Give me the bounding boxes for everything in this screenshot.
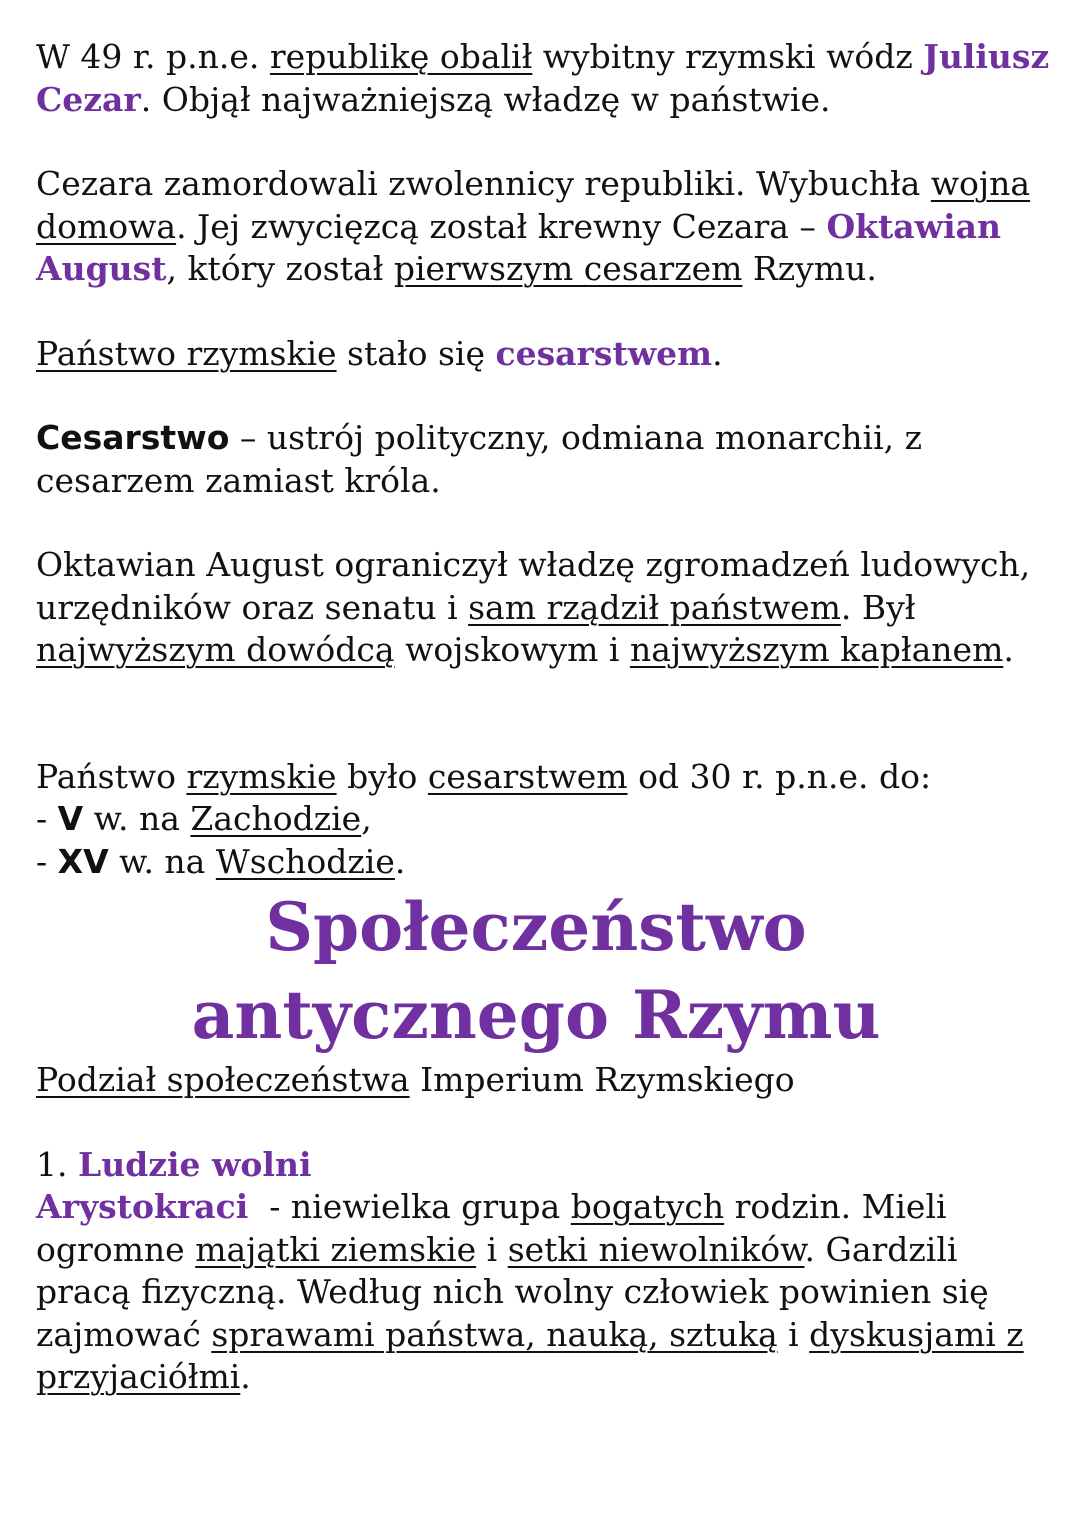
underlined-text: Podział społeczeństwa: [36, 1060, 410, 1099]
underlined-text: najwyższym kapłanem: [629, 630, 1004, 669]
underlined-text: dyskusjami z przyjaciółmi: [36, 1314, 1024, 1396]
paragraph-civil-war: Cezara zamordowali zwolennicy republiki. Wybuchła wojna domowa. Jej zwycięzcą został krewny Cezara – Oktawian August, który został pierwszym cesarzem Rzymu.: [36, 164, 1031, 288]
paragraph-octavian-power: Oktawian August ograniczył władzę zgromadzeń ludowych, urzędników oraz senatu i sam rządził państwem. Był najwyższym dowódcą wojskowym i najwyższym kapłanem.: [36, 545, 1031, 669]
paragraph-caesar: W 49 r. p.n.e. republikę obalił wybitny rzymski wódz Juliusz Cezar. Objął najważniejszą władzę w państwie.: [36, 37, 1050, 119]
highlight-term: Arystokraci: [36, 1187, 249, 1226]
document-page: [36, 36, 1056, 1399]
underlined-text: sam rządził państwem: [468, 587, 841, 627]
list-item-east: - XV w. na Wschodzie.: [36, 841, 406, 881]
highlight-name: Oktawian August: [36, 206, 1001, 288]
underlined-text: wojna domowa: [36, 164, 1031, 246]
definition-term: Cesarstwo: [36, 418, 230, 457]
underlined-text: najwyższym dowódcą: [36, 630, 395, 669]
highlight-heading: Ludzie wolni: [77, 1144, 312, 1184]
underlined-text: setki niewolników: [507, 1229, 805, 1269]
underlined-text: majątki ziemskie: [195, 1229, 477, 1269]
paragraph-empire-duration: Państwo rzymskie było cesarstwem od 30 r. p.n.e. do:: [36, 756, 932, 796]
list-item-west: - V w. na Zachodzie,: [36, 799, 372, 838]
paragraph-definition: Cesarstwo – ustrój polityczny, odmiana monarchii, z cesarzem zamiast króla.: [36, 418, 923, 500]
underlined-text: Wschodzie: [215, 841, 395, 881]
underlined-text: bogatych: [570, 1187, 725, 1226]
list-heading-free-people: 1. Ludzie wolni: [36, 1144, 312, 1184]
paragraph-society-division: Podział społeczeństwa Imperium Rzymskiego: [36, 1060, 795, 1099]
underlined-text: Państwo rzymskie: [36, 333, 337, 373]
underlined-text: Zachodzie: [190, 799, 362, 838]
highlight-term: cesarstwem: [495, 333, 713, 373]
underlined-text: pierwszym cesarzem: [393, 249, 743, 288]
underlined-text: cesarstwem: [427, 756, 628, 796]
underlined-text: rzymskie: [186, 756, 337, 796]
underlined-text: republikę obalił: [269, 37, 533, 76]
section-title: Społeczeństwo antycznego Rzymu: [191, 888, 881, 1054]
paragraph-empire: Państwo rzymskie stało się cesarstwem.: [36, 333, 723, 373]
underlined-text: sprawami państwa, nauką, sztuką: [211, 1314, 778, 1354]
highlight-name: Juliusz Cezar: [36, 37, 1050, 119]
paragraph-aristocrats: Arystokraci - niewielka grupa bogatych rodzin. Mieli ogromne majątki ziemskie i setki niewolników. Gardzili pracą fizyczną. Według nich wolny człowiek powinien się zajmować sprawami państwa, nauką, sztuką i dyskusjami z przyjaciółmi.: [36, 1187, 1024, 1396]
